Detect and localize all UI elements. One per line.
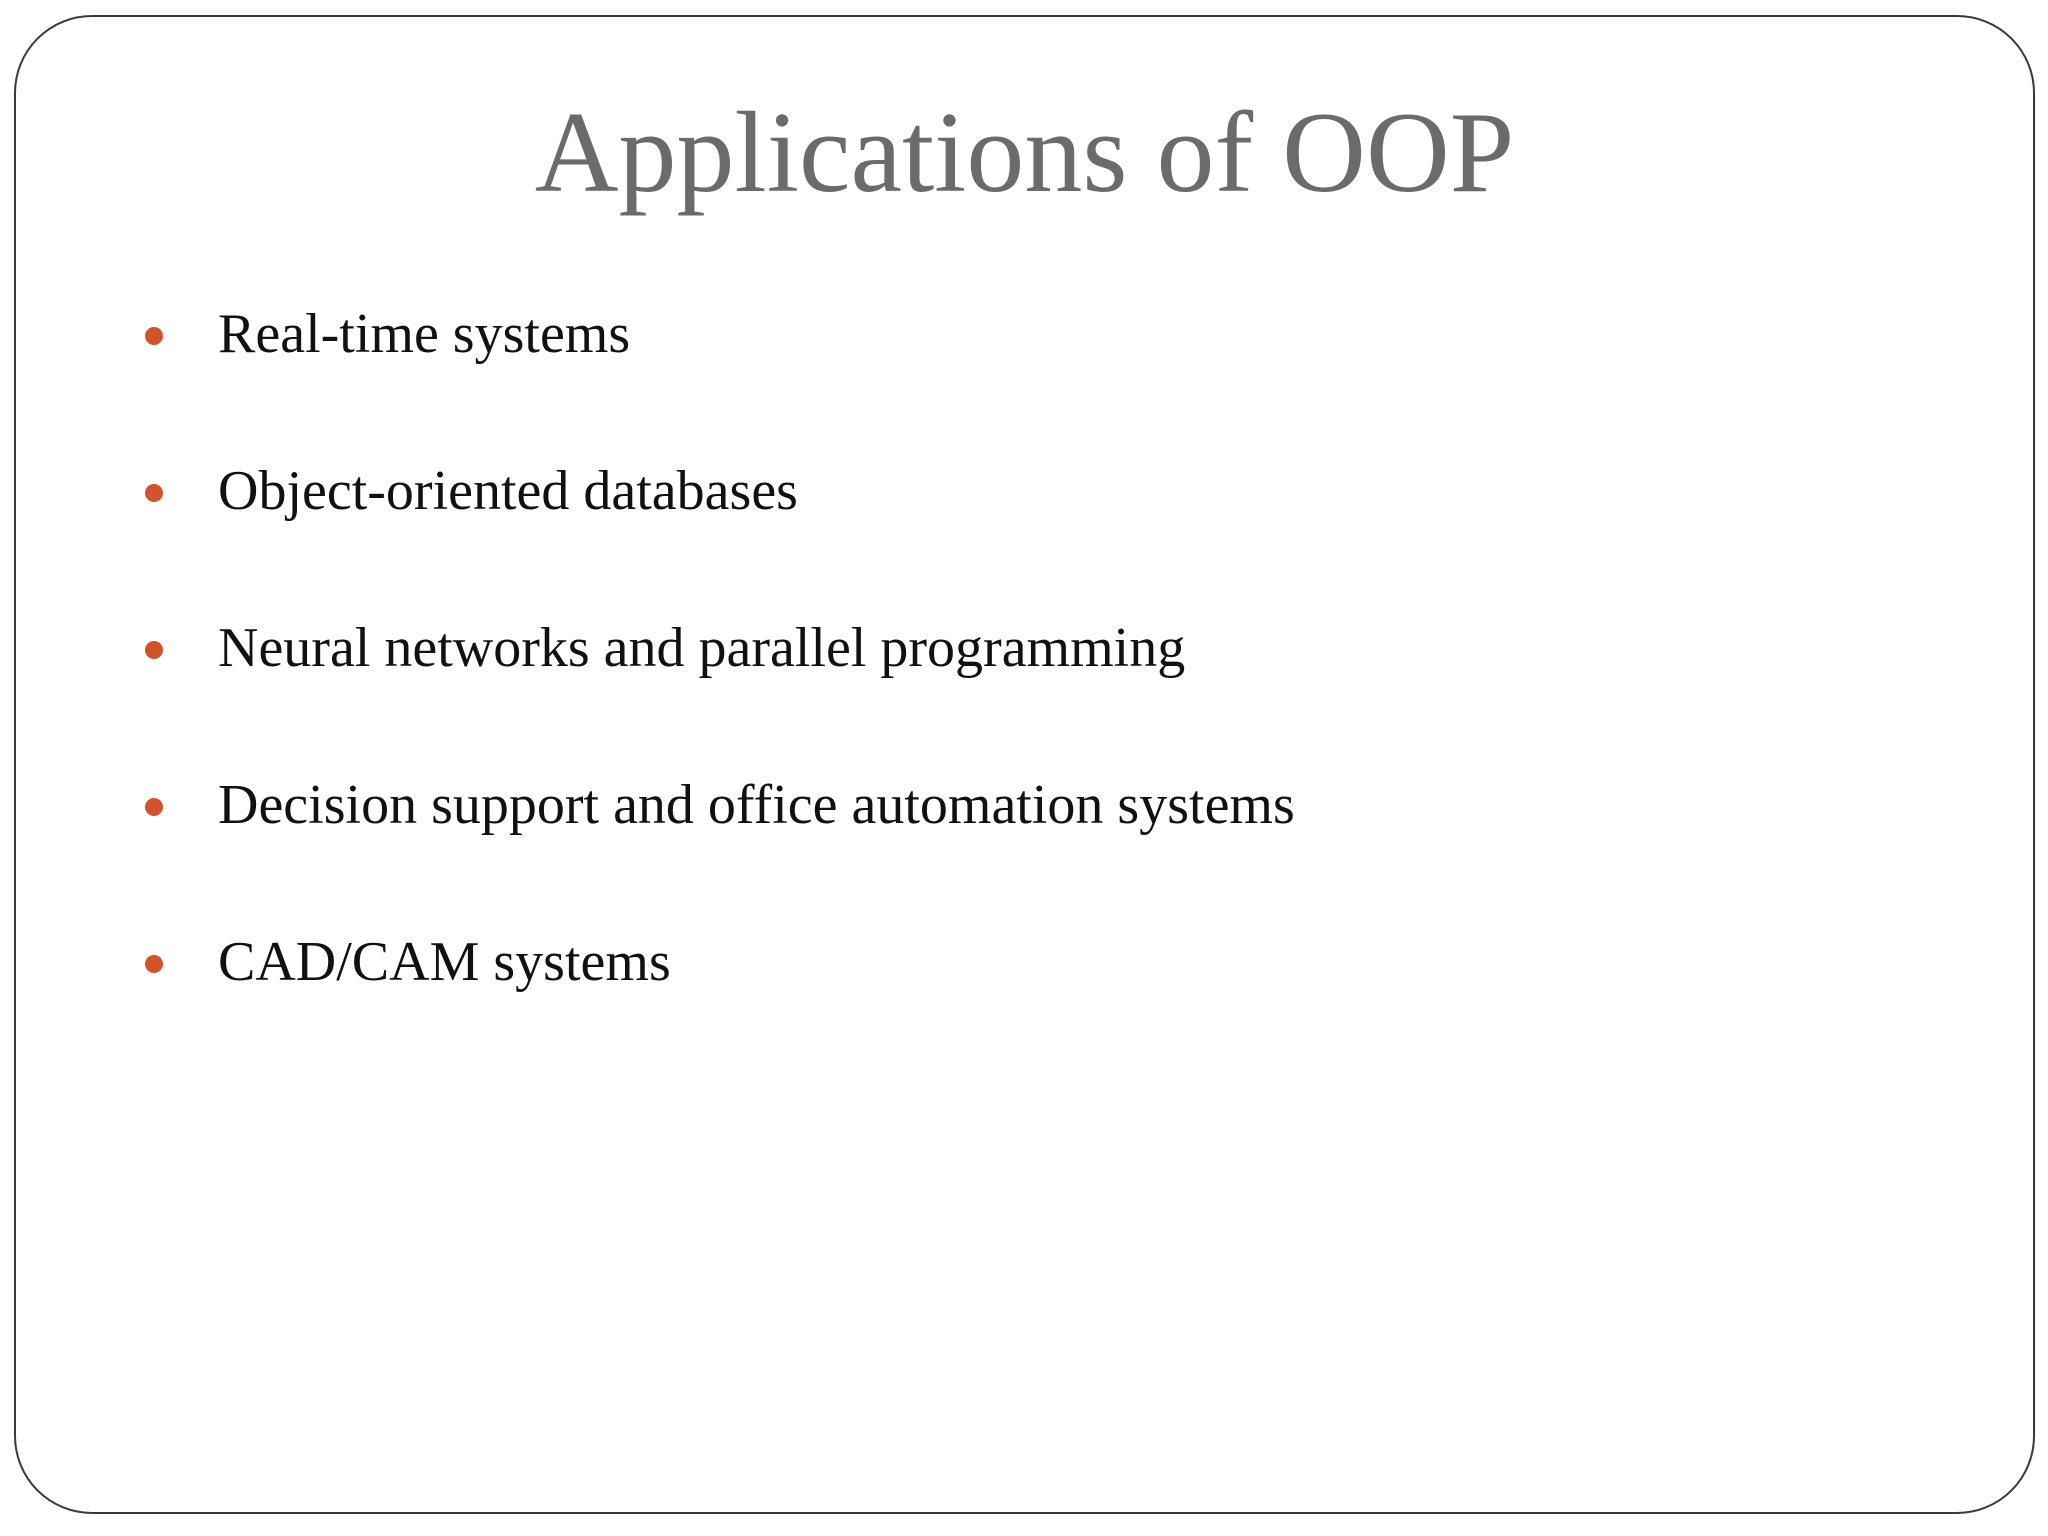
list-item (16, 451, 1816, 531)
bullet-dot-icon (145, 798, 163, 816)
bullet-text: Neural networks and parallel programming (218, 617, 1186, 679)
slide-title: Applications of OOP (534, 89, 1515, 217)
list-item (16, 294, 1816, 374)
bullet-text: Decision support and office automation systems (218, 774, 1295, 836)
bullet-dot-icon (145, 327, 163, 345)
bullet-dot-icon (145, 484, 163, 502)
list-item (16, 922, 1816, 1002)
bullet-text: Object-oriented databases (218, 460, 798, 522)
bullet-text: Real-time systems (218, 303, 631, 365)
bullet-dot-icon (145, 641, 163, 659)
bullet-text: CAD/CAM systems (218, 931, 671, 993)
slide (14, 15, 2035, 1514)
bullet-dot-icon (145, 955, 163, 973)
list-item (16, 765, 1816, 845)
list-item (16, 608, 1816, 688)
